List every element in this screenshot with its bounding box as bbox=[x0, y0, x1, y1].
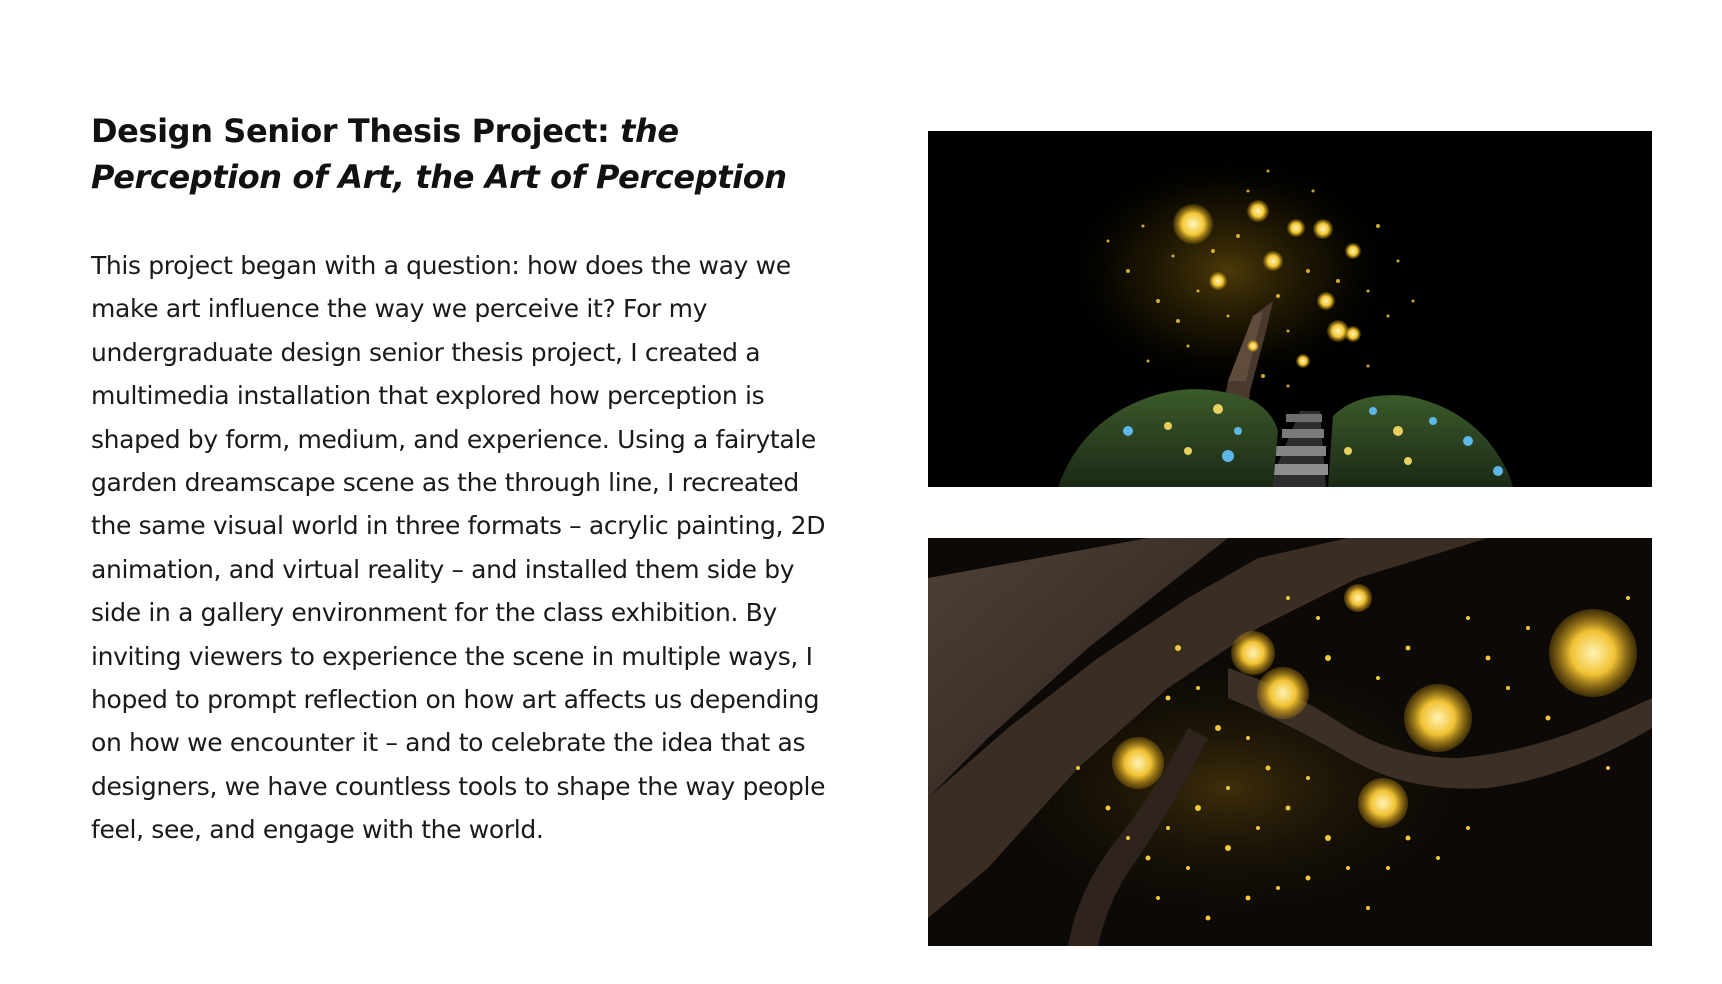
vr-scene-closeup-image bbox=[928, 538, 1652, 946]
glowing-tree-illustration bbox=[928, 131, 1652, 487]
vr-scene-tree-image bbox=[928, 131, 1652, 487]
page-title bbox=[91, 108, 826, 200]
title-plain: Design Senior Thesis Project: bbox=[91, 112, 621, 150]
title-italic: the Perception of Art, the Art of Perception bbox=[91, 112, 787, 196]
text-column bbox=[91, 108, 826, 852]
glowing-branches-illustration bbox=[928, 538, 1652, 946]
project-description: This project began with a question: how does the way we make art influence the way we perceive it? For my undergraduate design senior thesis project, I created a multimedia installation that explored how perception is shaped by form, medium, and experience. Using a fairytale garden dreamscape scene as the through line, I recreated the same visual world in three formats – acrylic painting, 2D animation, and virtual reality – and installed them side by side in a gallery environment for the class exhibition. By inviting viewers to experience the scene in multiple ways, I hoped to prompt reflection on how art affects us depending on how we encounter it – and to celebrate the idea that as designers, we have countless tools to shape the way people feel, see, and engage with the world. bbox=[91, 251, 826, 845]
